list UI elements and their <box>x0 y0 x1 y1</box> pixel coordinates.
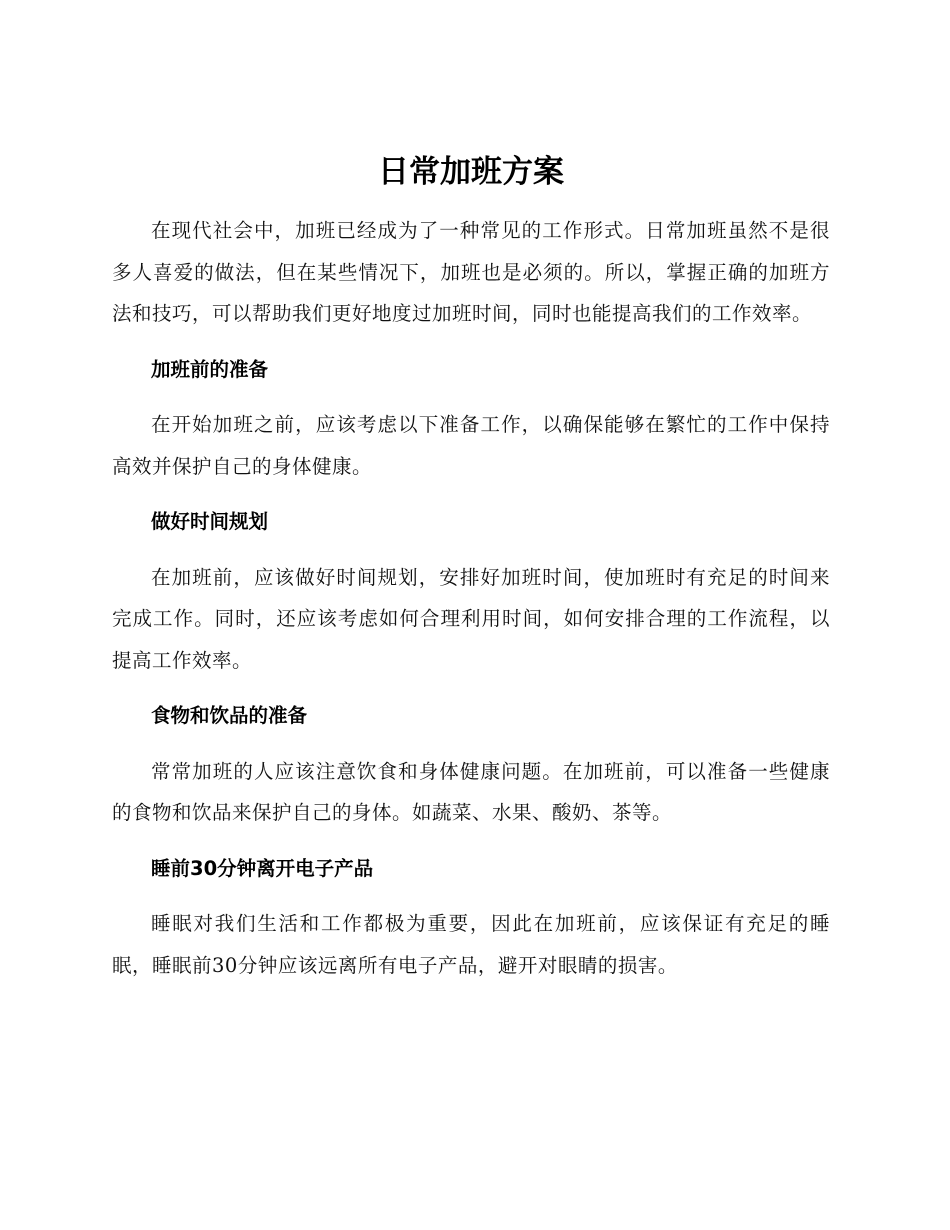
document-title: 日常加班方案 <box>378 154 564 190</box>
section-heading-sleep: 睡前30分钟离开电子产品 <box>151 856 374 880</box>
section-body-sleep: 睡眠对我们生活和工作都极为重要，因此在加班前，应该保证有充足的睡眠，睡眠前30分钟应该远离所有电子产品，避开对眼睛的损害。 <box>112 912 830 977</box>
section-heading-food-drink: 食物和饮品的准备 <box>151 704 308 727</box>
section-heading-preparation: 加班前的准备 <box>151 357 269 381</box>
intro-paragraph: 在现代社会中，加班已经成为了一种常见的工作形式。日常加班虽然不是很多人喜爱的做法，但在某些情况下，加班也是必须的。所以，掌握正确的加班方法和技巧，可以帮助我们更好地度过加班时间，同时也能提高我们的工作效率。 <box>112 219 830 325</box>
section-body-time-planning: 在加班前，应该做好时间规划，安排好加班时间，使加班时有充足的时间来完成工作。同时，还应该考虑如何合理利用时间，如何安排合理的工作流程，以提高工作效率。 <box>112 565 830 672</box>
section-heading-time-planning: 做好时间规划 <box>151 510 269 533</box>
document-page <box>112 148 830 986</box>
section-body-food-drink: 常常加班的人应该注意饮食和身体健康问题。在加班前，可以准备一些健康的食物和饮品来保护自己的身体。如蔬菜、水果、酸奶、茶等。 <box>112 759 830 824</box>
section-body-preparation: 在开始加班之前，应该考虑以下准备工作，以确保能够在繁忙的工作中保持高效并保护自己的身体健康。 <box>112 413 830 478</box>
